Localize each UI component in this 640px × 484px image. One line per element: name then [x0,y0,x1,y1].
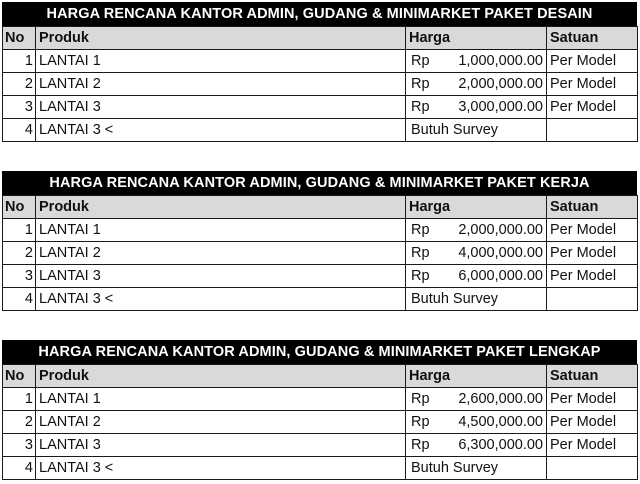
table-title: HARGA RENCANA KANTOR ADMIN, GUDANG & MINIMARKET PAKET KERJA [2,171,637,195]
row-currency: Rp [411,268,430,284]
row-product: LANTAI 1 [36,50,406,73]
row-unit: Per Model [547,388,638,411]
row-no: 2 [3,242,36,265]
row-price-note: Butuh Survey [411,460,499,476]
row-price [406,265,547,288]
row-unit: Per Model [547,73,638,96]
row-product: LANTAI 2 [36,73,406,96]
header-product: Produk [36,27,406,50]
row-product: LANTAI 1 [36,388,406,411]
row-currency: Rp [411,76,430,92]
table-row [3,457,638,480]
table-row [3,73,638,96]
row-price [406,434,547,457]
row-product: LANTAI 1 [36,219,406,242]
row-no: 1 [3,219,36,242]
row-no: 4 [3,119,36,142]
header-unit: Satuan [547,27,638,50]
row-currency: Rp [411,391,430,407]
row-price-note: Butuh Survey [411,122,499,138]
price-table [2,364,638,480]
row-price [406,288,547,311]
row-price [406,219,547,242]
header-product: Produk [36,196,406,219]
row-product: LANTAI 2 [36,411,406,434]
row-currency: Rp [411,99,430,115]
row-amount: 2,000,000.00 [458,76,543,92]
table-row [3,434,638,457]
row-price [406,119,547,142]
row-currency: Rp [411,414,430,430]
row-price [406,96,547,119]
row-currency: Rp [411,222,430,238]
row-currency: Rp [411,245,430,261]
row-product: LANTAI 3 < [36,288,406,311]
row-unit [547,457,638,480]
row-price [406,50,547,73]
table-row [3,242,638,265]
row-price [406,388,547,411]
row-price-note: Butuh Survey [411,291,499,307]
row-amount: 3,000,000.00 [458,99,543,115]
row-unit: Per Model [547,50,638,73]
row-no: 3 [3,265,36,288]
price-table-kerja [2,171,637,311]
row-no: 1 [3,388,36,411]
table-title: HARGA RENCANA KANTOR ADMIN, GUDANG & MINIMARKET PAKET LENGKAP [2,340,637,364]
row-amount: 1,000,000.00 [458,53,543,69]
table-row [3,96,638,119]
table-row [3,119,638,142]
row-unit: Per Model [547,411,638,434]
row-no: 2 [3,411,36,434]
row-no: 3 [3,96,36,119]
row-amount: 2,000,000.00 [458,222,543,238]
row-no: 4 [3,288,36,311]
header-unit: Satuan [547,365,638,388]
row-currency: Rp [411,53,430,69]
price-table-lengkap [2,340,637,480]
row-unit: Per Model [547,96,638,119]
header-no: No [3,196,36,219]
header-no: No [3,365,36,388]
price-table-desain [2,2,637,142]
row-no: 4 [3,457,36,480]
row-unit: Per Model [547,265,638,288]
header-no: No [3,27,36,50]
table-row [3,219,638,242]
table-header-row [3,196,638,219]
row-product: LANTAI 3 [36,96,406,119]
table-title: HARGA RENCANA KANTOR ADMIN, GUDANG & MINIMARKET PAKET DESAIN [2,2,637,26]
row-unit: Per Model [547,242,638,265]
row-unit [547,119,638,142]
header-product: Produk [36,365,406,388]
row-price [406,457,547,480]
row-price [406,73,547,96]
row-amount: 4,000,000.00 [458,245,543,261]
row-price [406,411,547,434]
row-price [406,242,547,265]
table-header-row [3,27,638,50]
row-unit: Per Model [547,434,638,457]
table-header-row [3,365,638,388]
row-unit [547,288,638,311]
row-no: 1 [3,50,36,73]
table-row [3,288,638,311]
price-table [2,195,638,311]
row-currency: Rp [411,437,430,453]
row-product: LANTAI 3 < [36,119,406,142]
table-row [3,388,638,411]
row-unit: Per Model [547,219,638,242]
row-product: LANTAI 2 [36,242,406,265]
row-no: 2 [3,73,36,96]
row-product: LANTAI 3 < [36,457,406,480]
table-row [3,50,638,73]
header-price: Harga [406,27,547,50]
row-product: LANTAI 3 [36,434,406,457]
price-table [2,26,638,142]
table-row [3,265,638,288]
row-no: 3 [3,434,36,457]
table-row [3,411,638,434]
header-unit: Satuan [547,196,638,219]
row-amount: 4,500,000.00 [458,414,543,430]
row-product: LANTAI 3 [36,265,406,288]
row-amount: 2,600,000.00 [458,391,543,407]
header-price: Harga [406,196,547,219]
header-price: Harga [406,365,547,388]
row-amount: 6,300,000.00 [458,437,543,453]
row-amount: 6,000,000.00 [458,268,543,284]
